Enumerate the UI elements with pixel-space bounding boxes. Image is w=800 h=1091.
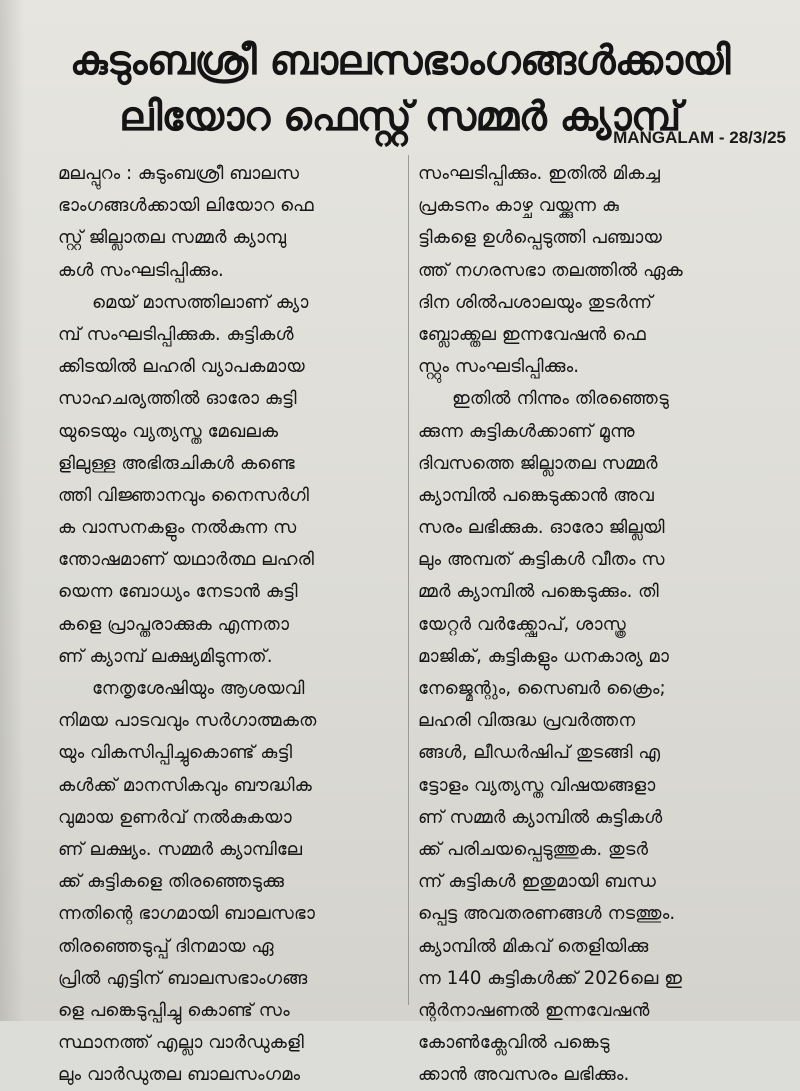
article-line: ണ് ക്യാമ്പ് ലക്ഷ്യമിടുന്നത്. <box>58 645 273 667</box>
article-line: ഇതിൽ നിന്നും തിരഞ്ഞെടു <box>452 388 669 410</box>
article-line: ക വാസനകളും നൽകുന്ന സ <box>58 517 297 539</box>
article-line: നേതൃശേഷിയും ആശയവി <box>92 678 305 699</box>
article-line: ക്കുന്ന കുട്ടികൾക്കാണ് മൂന്നു <box>418 420 635 442</box>
article-line: ക്യാമ്പിൽ പങ്കെടുക്കാൻ അവ <box>418 484 654 506</box>
article-line: പ്പെട്ട അവതരണങ്ങൾ നടത്തും. <box>418 903 676 925</box>
article-line: ളെ പങ്കെടുപ്പിച്ചു കൊണ്ട് സം <box>58 999 290 1021</box>
article-line: ണ് സമ്മർ ക്യാമ്പിൽ കുട്ടികൾ <box>418 806 663 828</box>
article-line: വുമായ ഉണർവ് നൽകുകയാ <box>58 806 292 828</box>
article-line: ണ് ലക്ഷ്യം. സമ്മർ ക്യാമ്പിലേ <box>58 838 303 860</box>
article-line: മെയ് മാസത്തിലാണ് ക്യാ <box>92 291 309 313</box>
article-line: യേറ്റർ വർക്ക്ഷോപ്, ശാസ്ത്ര <box>418 613 626 635</box>
article-line: ത്തി വിജ്ഞാനവും നൈസർഗി <box>58 484 309 506</box>
article-line: ന്തോഷമാണ് യഥാർത്ഥ ലഹരി <box>58 549 314 571</box>
article-line: കോൺക്ലേവിൽ പങ്കെടു <box>418 1032 610 1054</box>
article-line: സ്റ്റ് ജില്ലാതല സമ്മർ ക്യാമ്പു <box>58 227 287 249</box>
article-line: ദിവസത്തെ ജില്ലാതല സമ്മർ <box>418 452 658 474</box>
article-line: നേജ്മെന്റും, സൈബർ ക്രൈം; <box>418 678 666 699</box>
page-shadow <box>0 0 24 1021</box>
article-line: ന്ന് കുട്ടികൾ ഇതുമായി ബന്ധ <box>418 871 657 893</box>
article-line: ഭാംഗങ്ങൾക്കായി ലിയോറ ഫെ <box>58 195 314 217</box>
article-line: യുടെയും വ്യത്യസ്ത മേഖലക <box>58 420 279 442</box>
article-right-column <box>418 158 784 1091</box>
article-line: തിരഞ്ഞെടുപ്പ് ദിനമായ ഏ <box>58 935 274 957</box>
article-line: നിമയ പാടവവും സർഗാത്മകത <box>58 710 317 732</box>
headline-line-1: കുടുംബശ്രീ ബാലസഭാംഗങ്ങൾക്കായി <box>69 38 730 84</box>
article-line: മലപ്പുറം : കുടുംബശ്രീ ബാലസ <box>58 163 300 184</box>
headline-line-2: ലിയോറ ഫെസ്റ്റ് സമ്മർ ക്യാമ്പ് <box>119 94 681 140</box>
article-line: ക്ക് കുട്ടികളെ തിരഞ്ഞെടുക്കു <box>58 871 285 893</box>
article-line: ലും വാർഡുതല ബാലസംഗമം <box>58 1064 301 1086</box>
article-line: ന്ന 140 കുട്ടികൾക്ക് 2026ലെ ഇ <box>418 967 683 989</box>
article-line: പ്രിൽ എട്ടിന് ബാലസഭാംഗങ്ങ <box>58 967 308 989</box>
article-line: ബ്ലോക്ക്തല ഇന്നവേഷൻ ഫെ <box>418 323 646 345</box>
source-credit: MANGALAM - 28/3/25 <box>613 128 786 147</box>
article-line: കൾ സംഘടിപ്പിക്കും. <box>58 259 224 281</box>
article-line: ക്കാൻ അവസരം ലഭിക്കും. <box>418 1064 630 1086</box>
article-line: മ്പ് സംഘടിപ്പിക്കുക. കുട്ടികൾ <box>58 323 294 345</box>
article-left-column <box>58 158 398 1091</box>
article-line: ലഹരി വിരുദ്ധ പ്രവർത്തന <box>418 710 636 732</box>
article-line: യും വികസിപ്പിച്ചുകൊണ്ട് കുട്ടി <box>58 742 293 764</box>
article-line: മാജിക്, കുട്ടികളും ധനകാര്യ മാ <box>418 645 669 667</box>
column-divider <box>408 155 409 1005</box>
article-line: ലും അമ്പത് കുട്ടികൾ വീതം സ <box>418 549 665 571</box>
article-line: ട്ടോളം വ്യത്യസ്ത വിഷയങ്ങളാ <box>418 774 656 796</box>
article-line: ക്കിടയിൽ ലഹരി വ്യാപകമായ <box>58 356 305 378</box>
article-line: ക്ക് പരിചയപ്പെടുത്തുക. തുടർ <box>418 838 649 860</box>
article-line: ന്റർനാഷണൽ ഇന്നവേഷൻ <box>418 999 650 1021</box>
article-line: ത്ത് നഗരസഭാ തലത്തിൽ ഏക <box>418 259 683 281</box>
article-line: സരം ലഭിക്കുക. ഓരോ ജില്ലയി <box>418 517 665 539</box>
article-line: പ്രകടനം കാഴ്ച വയ്ക്കുന്ന കു <box>418 195 620 217</box>
article-line: സംഘടിപ്പിക്കും. ഇതിൽ മികച്ച <box>418 163 661 184</box>
article-line: ട്ടികളെ ഉൾപ്പെടുത്തി പഞ്ചായ <box>418 227 662 249</box>
article-line: കളെ പ്രാപ്തരാക്കുക എന്നതാ <box>58 613 290 635</box>
article-line: ളിലുള്ള അഭിരുചികൾ കണ്ടെ <box>58 452 295 474</box>
article-line: മ്മർ ക്യാമ്പിൽ പങ്കെടുക്കും. തി <box>418 581 659 603</box>
article-line: സാഹചര്യത്തിൽ ഓരോ കുട്ടി <box>58 388 297 410</box>
article-line: ന്നതിന്റെ ഭാഗമായി ബാലസഭാ <box>58 903 315 925</box>
article-line: ദിന ശിൽപശാലയും തുടർന്ന് <box>418 291 653 313</box>
article-line: സ്ഥാനത്ത് എല്ലാ വാർഡുകളി <box>58 1032 304 1054</box>
article-line: യെന്ന ബോധ്യം നേടാൻ കുട്ടി <box>58 581 298 603</box>
article-line: ങ്ങൾ, ലീഡർഷിപ് തുടങ്ങി എ <box>418 742 661 764</box>
article-line: ക്യാമ്പിൽ മികവ് തെളിയിക്കു <box>418 935 649 957</box>
article-line: സ്റ്റും സംഘടിപ്പിക്കും. <box>418 356 580 378</box>
article-line: കൾക്ക് മാനസികവും ബൗദ്ധിക <box>58 774 312 796</box>
